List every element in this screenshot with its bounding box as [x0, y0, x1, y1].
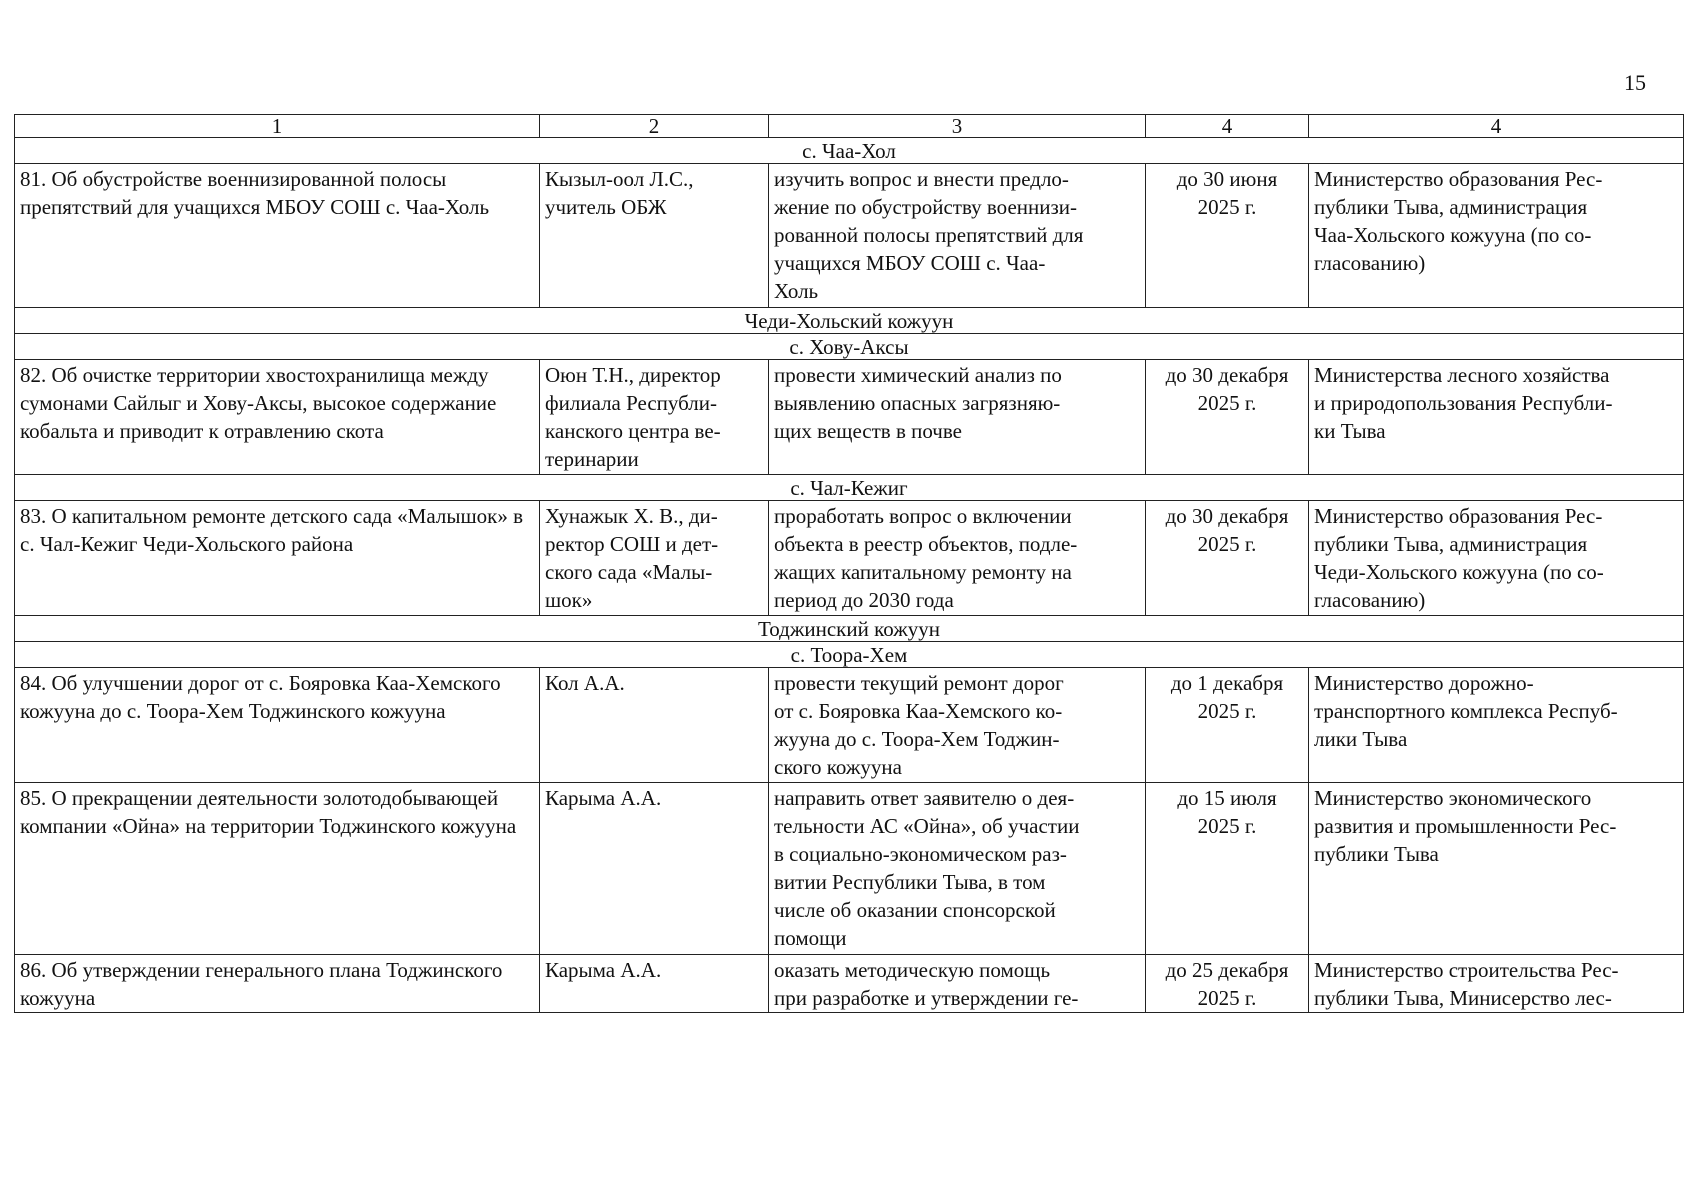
table-row [15, 668, 1684, 783]
plan-table [14, 114, 1684, 1013]
issue-cell: 85. О прекращении деятельности золотодобывающей компании «Ойна» на территории Тоджинского кожууна [15, 783, 540, 955]
measure-cell: оказать методическую помощь при разработке и утверждении ге- [769, 955, 1146, 1013]
section-row [15, 616, 1684, 642]
section-row [15, 308, 1684, 334]
responsible-cell: Карыма А.А. [540, 955, 769, 1013]
measure-cell: проработать вопрос о включении объекта в реестр объектов, подле- жащих капитальному ремонту на период до 2030 года [769, 501, 1146, 616]
deadline-cell: до 30 декабря 2025 г. [1146, 360, 1309, 475]
section-row [15, 642, 1684, 668]
executor-cell: Министерства лесного хозяйства и природопользования Республи- ки Тыва [1309, 360, 1684, 475]
column-number-1: 1 [15, 115, 540, 138]
column-number-3: 3 [769, 115, 1146, 138]
column-number-4: 4 [1146, 115, 1309, 138]
table-row [15, 164, 1684, 308]
section-row [15, 138, 1684, 164]
deadline-cell: до 1 декабря 2025 г. [1146, 668, 1309, 783]
executor-cell: Министерство образования Рес- публики Тыва, администрация Чаа-Хольского кожууна (по со- гласованию) [1309, 164, 1684, 308]
table-header-row [15, 115, 1684, 138]
measure-cell: направить ответ заявителю о дея- тельности АС «Ойна», об участии в социально-экономическом раз- витии Республики Тыва, в том числе об оказании спонсорской помощи [769, 783, 1146, 955]
table-row [15, 955, 1684, 1013]
measure-cell: провести текущий ремонт дорог от с. Бояровка Каа-Хемского ко- жууна до с. Тоора-Хем Тоджин- ского кожууна [769, 668, 1146, 783]
section-title: с. Чаа-Хол [15, 138, 1684, 164]
executor-cell: Министерство образования Рес- публики Тыва, администрация Чеди-Хольского кожууна (по со- гласованию) [1309, 501, 1684, 616]
section-title: с. Тоора-Хем [15, 642, 1684, 668]
table-row [15, 501, 1684, 616]
responsible-cell: Хунажык Х. В., ди- ректор СОШ и дет- ского сада «Малы- шок» [540, 501, 769, 616]
section-row [15, 334, 1684, 360]
section-row [15, 475, 1684, 501]
responsible-cell: Оюн Т.Н., директор филиала Республи- канского центра ве- теринарии [540, 360, 769, 475]
executor-cell: Министерство строительства Рес- публики Тыва, Минисерство лес- [1309, 955, 1684, 1013]
issue-cell: 82. Об очистке территории хвостохранилища между сумонами Сайлыг и Хову-Аксы, высокое содержание кобальта и приводит к отравлению скота [15, 360, 540, 475]
responsible-cell: Кызыл-оол Л.С., учитель ОБЖ [540, 164, 769, 308]
deadline-cell: до 25 декабря 2025 г. [1146, 955, 1309, 1013]
deadline-cell: до 30 декабря 2025 г. [1146, 501, 1309, 616]
table-row [15, 783, 1684, 955]
deadline-cell: до 30 июня 2025 г. [1146, 164, 1309, 308]
section-title: с. Чал-Кежиг [15, 475, 1684, 501]
issue-cell: 81. Об обустройстве военнизированной полосы препятствий для учащихся МБОУ СОШ с. Чаа-Холь [15, 164, 540, 308]
measure-cell: изучить вопрос и внести предло- жение по обустройству военнизи- рованной полосы препятствий для учащихся МБОУ СОШ с. Чаа- Холь [769, 164, 1146, 308]
section-title: Тоджинский кожуун [15, 616, 1684, 642]
section-title: с. Хову-Аксы [15, 334, 1684, 360]
executor-cell: Министерство экономического развития и промышленности Рес- публики Тыва [1309, 783, 1684, 955]
section-title: Чеди-Хольский кожуун [15, 308, 1684, 334]
issue-cell: 84. Об улучшении дорог от с. Бояровка Каа-Хемского кожууна до с. Тоора-Хем Тоджинского кожууна [15, 668, 540, 783]
issue-cell: 83. О капитальном ремонте детского сада «Малышок» в с. Чал-Кежиг Чеди-Хольского района [15, 501, 540, 616]
measure-cell: провести химический анализ по выявлению опасных загрязняю- щих веществ в почве [769, 360, 1146, 475]
issue-cell: 86. Об утверждении генерального плана Тоджинского кожууна [15, 955, 540, 1013]
executor-cell: Министерство дорожно- транспортного комплекса Респуб- лики Тыва [1309, 668, 1684, 783]
column-number-5: 4 [1309, 115, 1684, 138]
table-row [15, 360, 1684, 475]
deadline-cell: до 15 июля 2025 г. [1146, 783, 1309, 955]
responsible-cell: Карыма А.А. [540, 783, 769, 955]
page-number: 15 [1624, 70, 1646, 95]
responsible-cell: Кол А.А. [540, 668, 769, 783]
column-number-2: 2 [540, 115, 769, 138]
